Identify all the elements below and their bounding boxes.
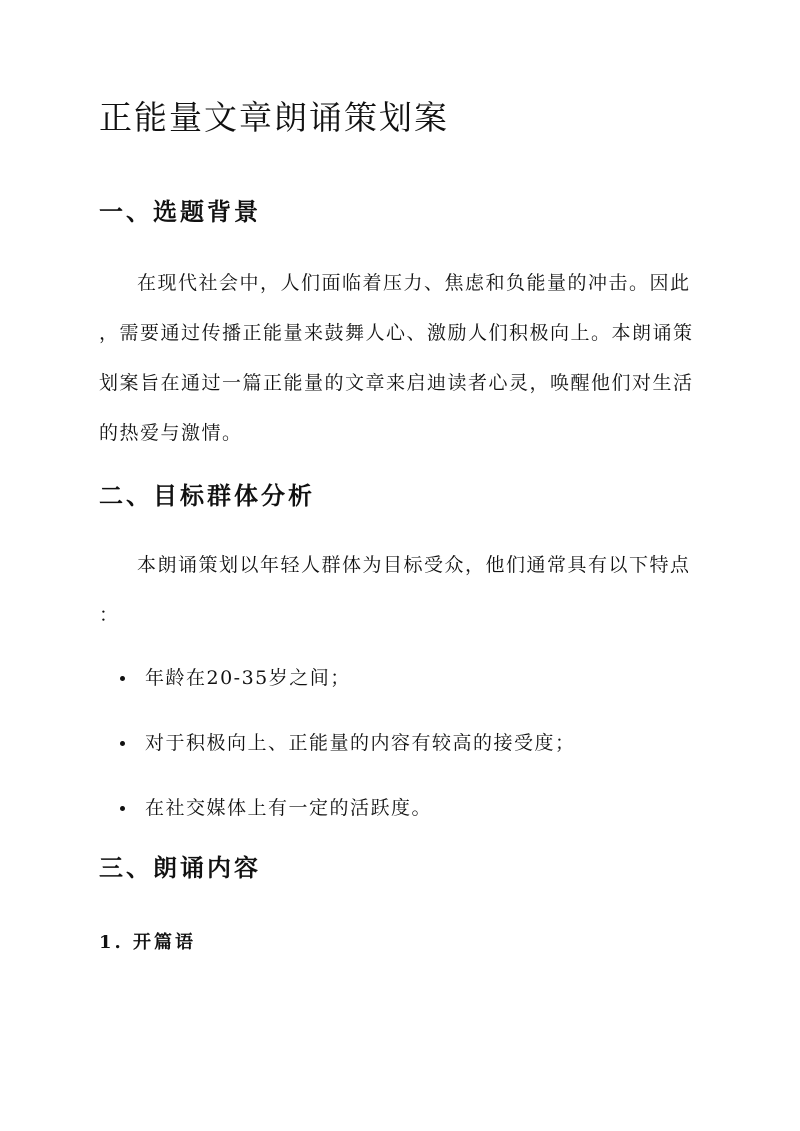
section-heading-target-audience: 二、目标群体分析 [99,481,315,510]
document-title: 正能量文章朗诵策划案 [99,98,449,137]
paragraph-line: ： [99,604,120,626]
list-item-text: 在社交媒体上有一定的活跃度。 [145,797,433,819]
paragraph-line: 的热爱与激情。 [99,422,243,444]
bullet-dot-icon [120,741,125,746]
section-audience-paragraph [99,540,699,640]
bullet-dot-icon [120,676,125,681]
list-item [99,795,699,860]
list-item [99,730,699,795]
paragraph-line: 划案旨在通过一篇正能量的文章来启迪读者心灵，唤醒他们对生活 [99,372,694,394]
paragraph-line: 在现代社会中，人们面临着压力、焦虑和负能量的冲击。因此 [137,272,691,294]
paragraph-line: 本朗诵策划以年轻人群体为目标受众，他们通常具有以下特点 [137,554,691,576]
list-item [99,665,699,730]
list-item-text: 年龄在20-35岁之间； [145,667,351,689]
list-item-text: 对于积极向上、正能量的内容有较高的接受度； [145,732,576,754]
section-background-paragraph [99,258,699,458]
bullet-dot-icon [120,806,125,811]
subsection-heading-opening: 1. 开篇语 [99,932,197,953]
audience-traits-list [99,665,699,860]
paragraph-line: ，需要通过传播正能量来鼓舞人心、激励人们积极向上。本朗诵策 [99,322,694,344]
section-heading-recitation-content: 三、朗诵内容 [99,853,261,882]
section-heading-background: 一、选题背景 [99,197,261,226]
